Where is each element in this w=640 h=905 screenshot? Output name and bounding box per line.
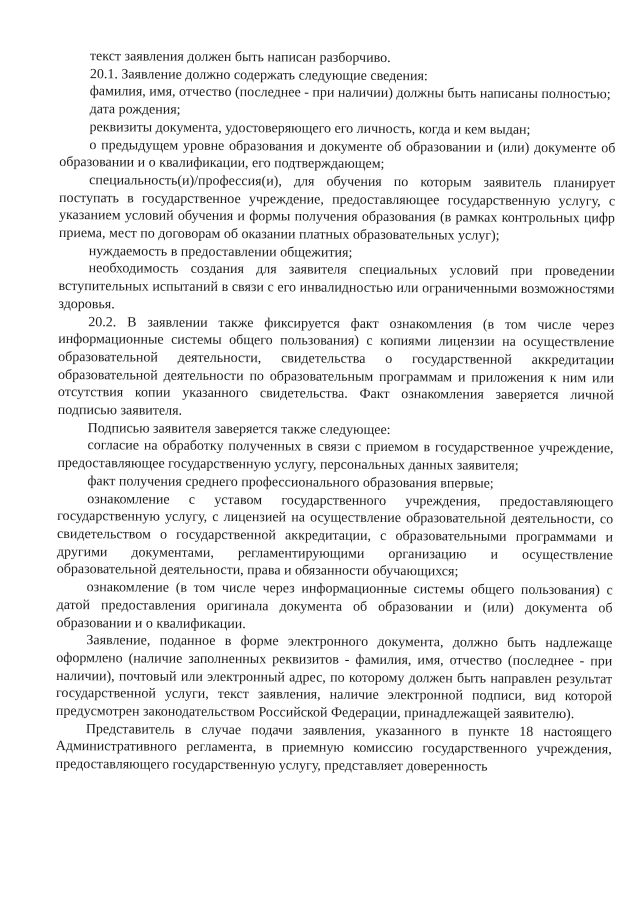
list-item-first-education: факт получения среднего профессионального образования впервые; — [87, 474, 494, 492]
paragraph-electronic-application: Заявление, поданное в форме электронного документа, должно быть надлежаще оформлено (наличие заполненных реквизитов - фамилия, имя, отчество (последнее - при наличии), почтовый или электронный адрес, по которому должен быть направлен результат государственной услуги, текст заявления, наличие электронной подписи, вид которой предусмотрен законодательством Российской Федерации, принадлежащей заявителю). — [55, 633, 613, 723]
list-item-birth-date: дата рождения; — [89, 102, 181, 118]
list-item-identity-document: реквизиты документа, удостоверяющего его личность, когда и кем выдан; — [89, 119, 531, 138]
list-item-specialty: специальность(и)/профессия(и), для обучения по которым заявитель планирует поступать в государственное учреждение, предоставляющее государственную услугу, с указанием условий обучения и формы получения образования (в рамках контрольных цифр приема, мест по договорам об оказании платных образовательных услуг); — [58, 173, 616, 244]
list-item-education-level: о предыдущем уровне образования и документе об образовании и (или) документе об образовании и о квалификации, его подтверждающем; — [59, 137, 616, 173]
list-item-charter-acquaintance: ознакомление с уставом государственного учреждения, предоставляющего государственную услугу, с лицензией на осуществление образовательной деятельности, со свидетельством о государственной аккредитации, с образовательными программами и другими документами, регламентирующими организацию и осуществление образовательной деятельности, права и обязанности обучающихся; — [56, 491, 614, 580]
paragraph-representative: Представитель в случае подачи заявления, указанного в пункте 18 настоящего Административного регламента, в приемную комиссию государственного учреждения, предоставляющего государственную услугу, представляет доверенность — [55, 721, 612, 775]
list-item-full-name: фамилия, имя, отчество (последнее - при наличии) должны быть написаны полностью; — [89, 84, 611, 103]
document-body — [56, 48, 616, 777]
section-20-2: 20.2. В заявлении также фиксируется факт ознакомления (в том числе через информационные системы общего пользования) с копиями лицензии на осуществление образовательной деятельности, свидетельства о государственной аккредитации образовательной деятельности по образовательным программам и приложения к ним или отсутствия копии указанного свидетельства. Факт ознакомления заверяется личной подписью заявителя. — [57, 314, 615, 419]
list-item-data-consent: согласие на обработку полученных в связи с приемом в государственное учреждение, предоставляющее государственную услугу, персональных данных заявителя; — [57, 438, 614, 474]
list-item-original-date-acquaintance: ознакомление (в том числе через информационные системы общего пользования) с датой предоставления оригинала документа об образовании и (или) документа об образовании и о квалификации. — [56, 580, 613, 632]
section-heading-20-1: 20.1. Заявление должно содержать следующие сведения: — [89, 66, 428, 84]
paragraph: текст заявления должен быть написан разборчиво. — [89, 49, 391, 67]
paragraph-signature-confirms: Подписью заявителя заверяется также следующее: — [87, 420, 391, 438]
list-item-dormitory: нуждаемость в предоставлении общежития; — [88, 243, 353, 261]
list-item-special-conditions: необходимость создания для заявителя специальных условий при проведении вступительных испытаний в связи с его инвалидностью или ограниченными возможностями здоровья. — [58, 261, 615, 313]
